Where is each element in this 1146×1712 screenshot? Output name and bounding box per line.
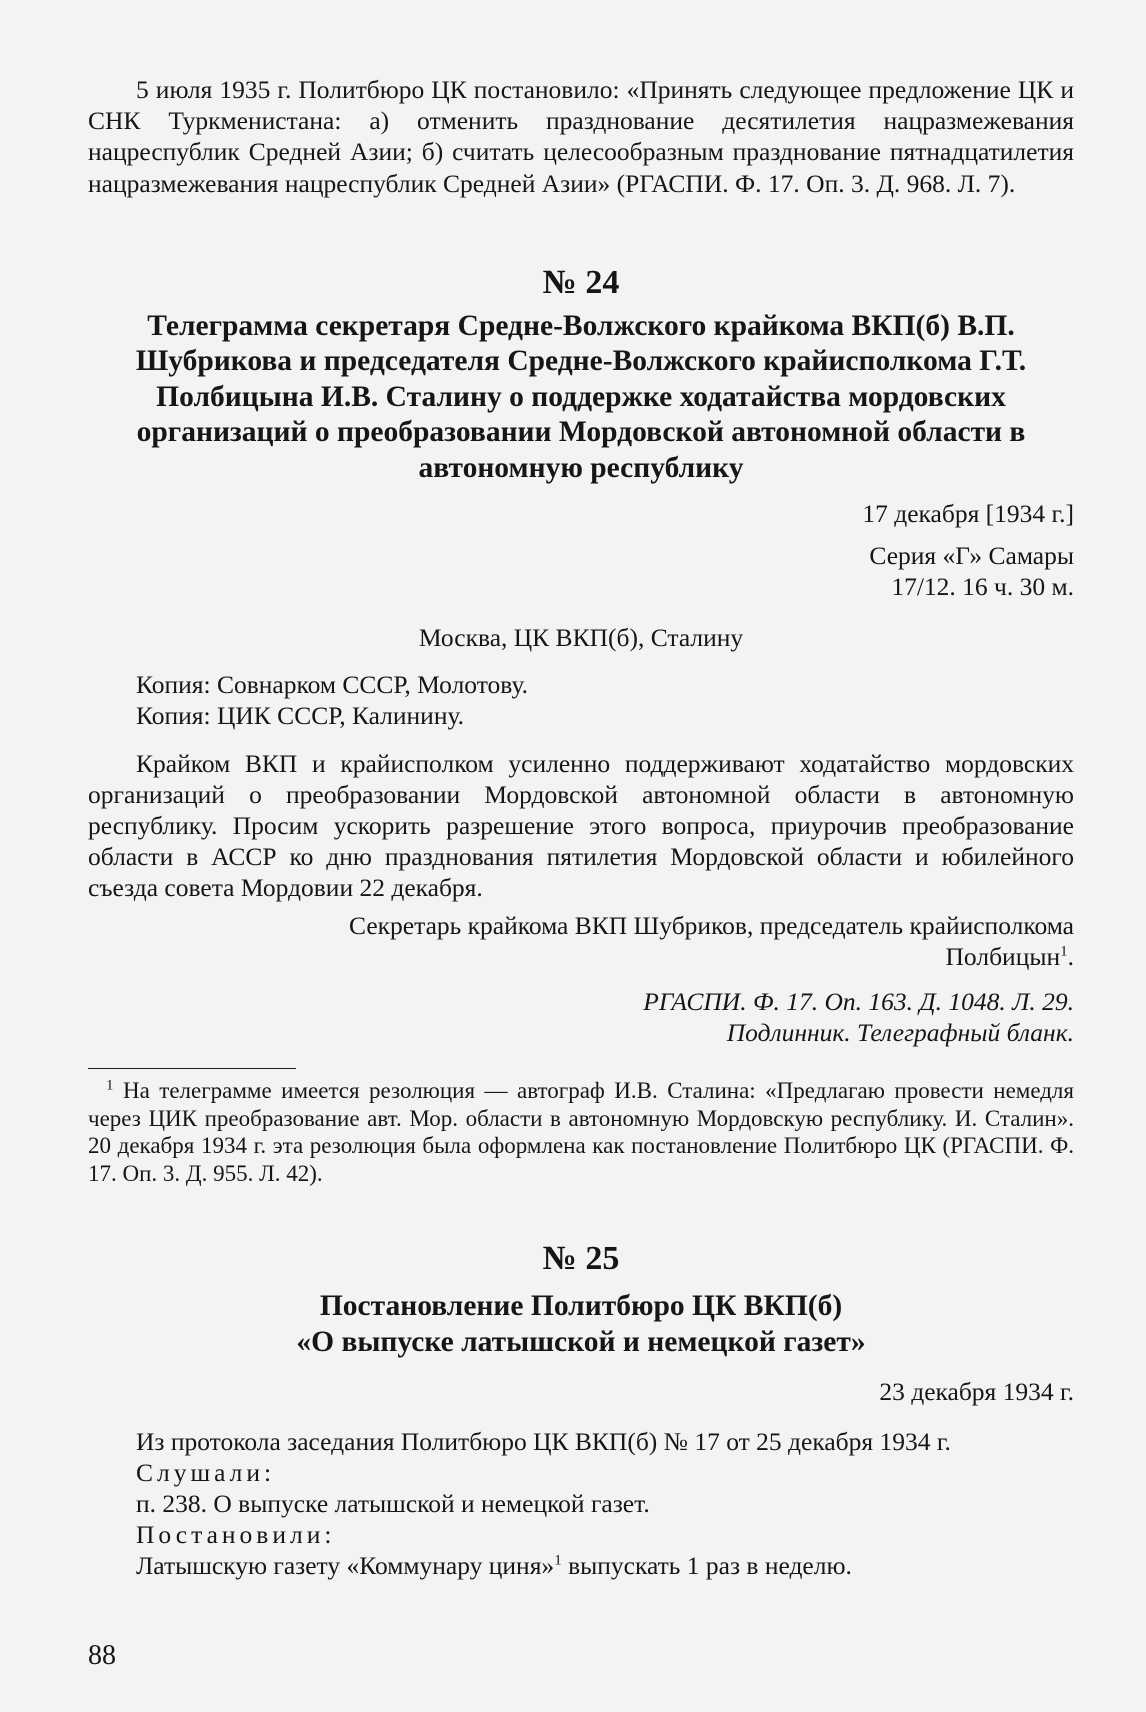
document-25-title-line-1: Постановление Политбюро ЦК ВКП(б) (319, 1290, 843, 1323)
decision-footnote-marker: 1 (554, 1552, 562, 1569)
telegram-signature-line-1: Секретарь крайкома ВКП Шубриков, председатель крайисполкома (349, 910, 1074, 940)
footnote-number: 1 (106, 1077, 114, 1094)
document-25-title-line-2: «О выпуске латышской и немецкой газет» (296, 1325, 866, 1358)
footnote-marker: 1 (1060, 943, 1068, 960)
protocol-line: Из протокола заседания Политбюро ЦК ВКП(б) № 17 от 25 декабря 1934 г. (136, 1426, 951, 1456)
decision-text-start: Латышскую газету «Коммунару циня» (136, 1551, 555, 1581)
archive-source: РГАСПИ. Ф. 17. Оп. 163. Д. 1048. Л. 29. (643, 986, 1074, 1016)
document-25-number: № 25 (542, 1240, 620, 1278)
archive-source-type: Подлинник. Телеграфный бланк. (726, 1018, 1074, 1048)
agenda-item: п. 238. О выпуске латышской и немецкой газет. (136, 1488, 650, 1518)
intro-paragraph: 5 июля 1935 г. Политбюро ЦК постановило: «Принять следующее предложение ЦК и СНК Туркменистана: а) отменить празднование десятилетия нацразмежевания нацреспублик Средней Азии; б) считать целесообразным празднование пятнадцатилетия нацразмежевания нацреспублик Средней Азии» (РГАСПИ. Ф. 17. Оп. 3. Д. 968. Л. 7). (88, 75, 1074, 198)
decision-text-end: выпускать 1 раз в неделю. (561, 1551, 852, 1581)
decision-text (88, 1550, 1074, 1581)
footnote (88, 1077, 1074, 1187)
footnote-text: На телеграмме имеется резолюция — автограф И.В. Сталина: «Предлагаю провести немедля через ЦИК преобразование авт. Мор. области в автономную Мордовскую республику. И. Сталин». 20 декабря 1934 г. эта резолюция была оформлена как постановление Политбюро ЦК (РГАСПИ. Ф. 17. Оп. 3. Д. 955. Л. 42). (88, 1078, 1074, 1186)
resolved-label: Постановили: (136, 1520, 336, 1550)
document-25-date: 23 декабря 1934 г. (879, 1377, 1074, 1407)
heard-label: Слушали: (136, 1457, 276, 1487)
page-number: 88 (88, 1640, 116, 1671)
telegram-series: Серия «Г» Самары (869, 540, 1074, 570)
telegram-addressee: Москва, ЦК ВКП(б), Сталину (418, 622, 744, 652)
document-24-number: № 24 (542, 263, 620, 301)
telegram-signature-line-2: Полбицын$^1$. (945, 941, 1074, 971)
telegram-body: Крайком ВКП и крайисполком усиленно поддерживают ходатайство мордовских организаций о преобразовании Мордовской автономной области в автономную республику. Просим ускорить разрешение этого вопроса, приурочив преобразование области в АССР ко дню празднования пятилетия Мордовской области и юбилейного съезда совета Мордовии 22 декабря. (88, 748, 1074, 903)
footnote-divider (88, 1068, 296, 1069)
document-24-date: 17 декабря [1934 г.] (862, 499, 1074, 529)
signature-name: Полбицын (945, 941, 1061, 971)
telegram-copy-1: Копия: Совнарком СССР, Молотову. (136, 670, 529, 700)
telegram-time: 17/12. 16 ч. 30 м. (891, 571, 1074, 601)
document-24-title: Телеграмма секретаря Средне-Волжского крайкома ВКП(б) В.П. Шубрикова и председателя Средне-Волжского крайисполкома Г.Т. Полбицына И.В. Сталину о поддержке ходатайства мордовских организаций о преобразовании Мордовской автономной области в автономную республику (135, 309, 1027, 484)
telegram-copy-2: Копия: ЦИК СССР, Калинину. (136, 701, 465, 731)
